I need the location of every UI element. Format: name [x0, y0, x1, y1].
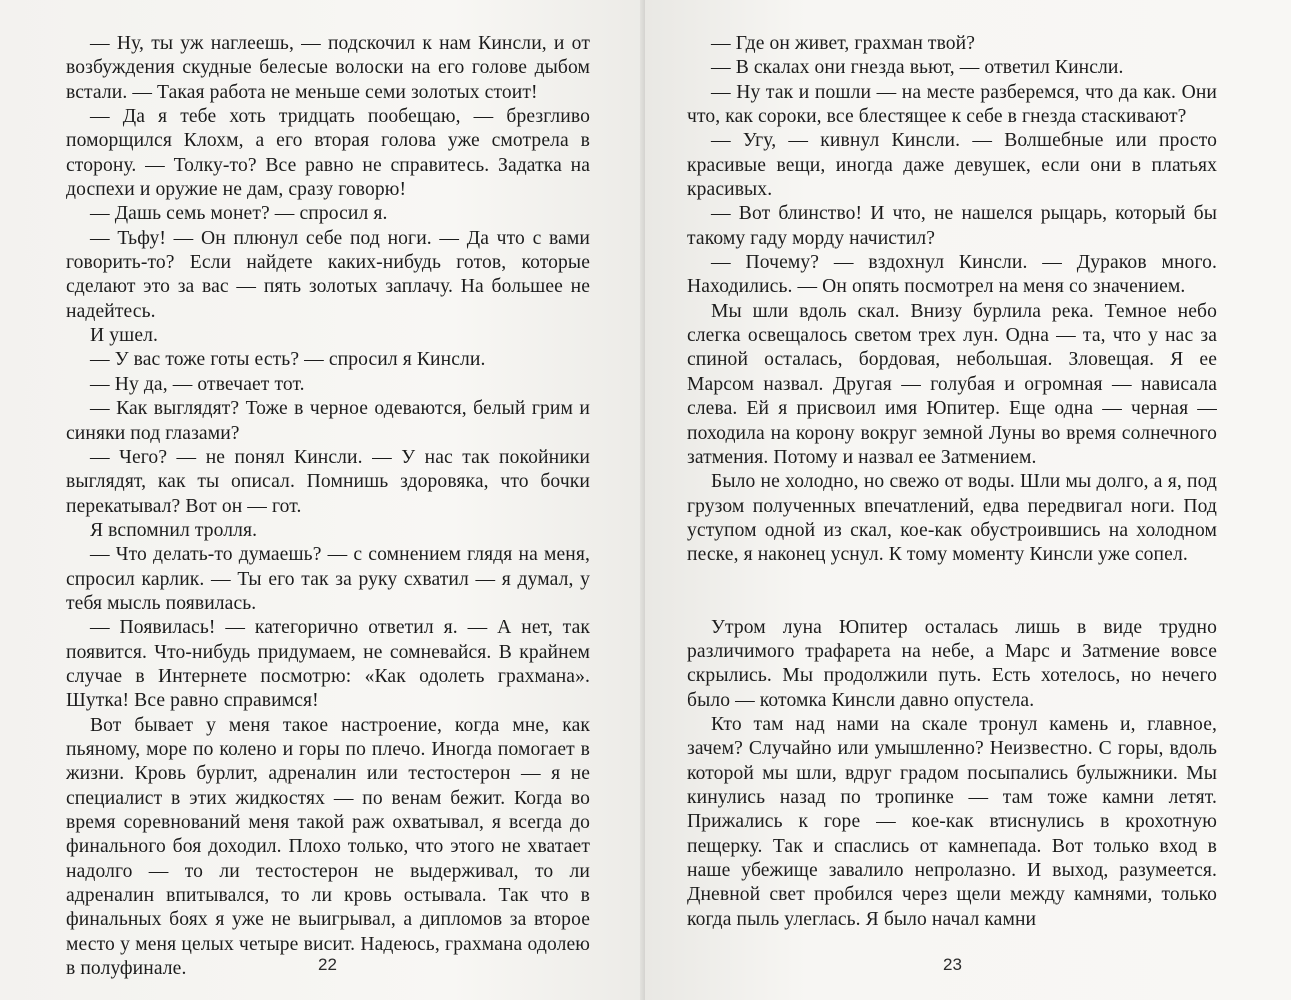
paragraph: Я вспомнил тролля.	[90, 519, 258, 541]
paragraph: — Вот блинство! И что, не нашелся рыцарь, который бы такому гаду морду начистил?	[687, 203, 1217, 249]
paragraph: — У вас тоже готы есть? — спросил я Кинсли.	[90, 349, 486, 371]
paragraph: И ушел.	[90, 325, 159, 347]
paragraph: Кто там над нами на скале тронул камень и, главное, зачем? Случайно или умышленно? Неизвестно. С горы, вдоль которой мы шли, вдруг градом посыпались булыжники. Мы кинулись назад по тропинке — там тоже камни летят. Прижались к горе — кое-как втиснулись в крохотную пещерку. Так и спаслись от камнепада. Вот только вход в наше убежище завалило непролазно. И выход, разумеется. Дневной свет пробился через щели между камнями, только когда пыль улеглась. Я было начал камни	[687, 713, 1217, 930]
page-number: 22	[318, 955, 337, 974]
paragraph: — Почему? — вздохнул Кинсли. — Дураков много. Находились. — Он опять посмотрел на меня со значением.	[687, 252, 1217, 298]
left-page	[0, 0, 645, 1000]
paragraph: — Что делать-то думаешь? — с сомнением глядя на меня, спросил карлик. — Ты его так за руку схватил — я думал, у тебя мысль появилась.	[66, 544, 590, 614]
paragraph: Было не холодно, но свежо от воды. Шли мы долго, а я, под грузом полученных впечатлений, едва передвигал ноги. Под уступом одной из скал, кое-как обустроившись на холодном песке, я наконец уснул. К тому моменту Кинсли уже сопел.	[687, 471, 1217, 566]
right-page	[645, 0, 1291, 1000]
paragraph: — Угу, — кивнул Кинсли. — Волшебные или просто красивые вещи, иногда даже девушек, если они в платьях красивых.	[687, 130, 1217, 201]
paragraph: Мы шли вдоль скал. Внизу бурлила река. Темное небо слегка освещалось светом трех лун. Одна — та, что у нас за спиной осталась, бордовая, небольшая. Зловещая. Я ее Марсом назвал. Другая — голубая и огромная — нависала слева. Ей я присвоил имя Юпитер. Еще одна — черная — походила на корону вокруг земной Луны во время солнечного затмения. Потому и назвал ее Затмением.	[687, 300, 1217, 468]
paragraph: — Дашь семь монет? — спросил я.	[90, 203, 388, 225]
paragraph: Утром луна Юпитер осталась лишь в виде трудно различимого трафарета на небе, а Марс и Затмение вовсе скрылись. Мы продолжили путь. Есть хотелось, но нечего было — котомка Кинсли давно опустела.	[687, 616, 1217, 711]
right-page-text	[687, 32, 1217, 932]
paragraph: Вот бывает у меня такое настроение, когда мне, как пьяному, море по колено и горы по плечо. Иногда помогает в жизни. Кровь бурлит, адреналин или тестостерон — я не специалист в этих жидкостях — по венам бежит. Когда во время соревнований меня такой раж охватывал, я всегда до финального боя доходил. Плохо только, что этого не хватает надолго — то ли тестостерон не выдерживал, то ли адреналин впитывался, то ли кровь остывала. Так что в финальных боях я уже не выигрывал, а дипломов за второе место у меня целых четыре висит. Надеюсь, грахмана одолею в полуфинале.	[66, 714, 590, 980]
paragraph: — Ну, ты уж наглеешь, — подскочил к нам Кинсли, и от возбуждения скудные белесые волоски на его голове дыбом встали. — Такая работа не меньше семи золотых стоит!	[66, 33, 590, 103]
paragraph: — Да я тебе хоть тридцать пообещаю, — брезгливо поморщился Клохм, а его вторая голова уже смотрела в сторону. — Толку-то? Все равно не справитесь. Задатка на доспехи и оружие не дам, сразу говорю!	[66, 106, 590, 201]
paragraph: — Ну так и пошли — на месте разберемся, что да как. Они что, как сороки, все блестящее к себе в гнезда стаскивают?	[687, 81, 1217, 128]
paragraph: — Ну да, — отвечает тот.	[90, 373, 305, 395]
paragraph: — Где он живет, грахман твой?	[711, 33, 976, 54]
page-number: 23	[943, 955, 962, 974]
paragraph: — В скалах они гнезда вьют, — ответил Кинсли.	[711, 57, 1124, 79]
paragraph: — Появилась! — категорично ответил я. — А нет, так появится. Что-нибудь придумаем, не сомневайся. В крайнем случае в Интернете посмотрю: «Как одолеть грахмана». Шутка! Все равно справимся!	[66, 617, 590, 712]
paragraph: — Как выглядят? Тоже в черное одеваются, белый грим и синяки под глазами?	[66, 398, 590, 444]
left-page-text	[66, 32, 590, 981]
paragraph: — Чего? — не понял Кинсли. — У нас так покойники выглядят, как ты описал. Помнишь здоровяка, что бочки перекатывал? Вот он — гот.	[66, 446, 590, 517]
paragraph: — Тьфу! — Он плюнул себе под ноги. — Да что с вами говорить-то? Если найдете каких-нибудь готов, которые сделают это за вас — пять золотых заплачу. На большее не надейтесь.	[66, 227, 590, 322]
